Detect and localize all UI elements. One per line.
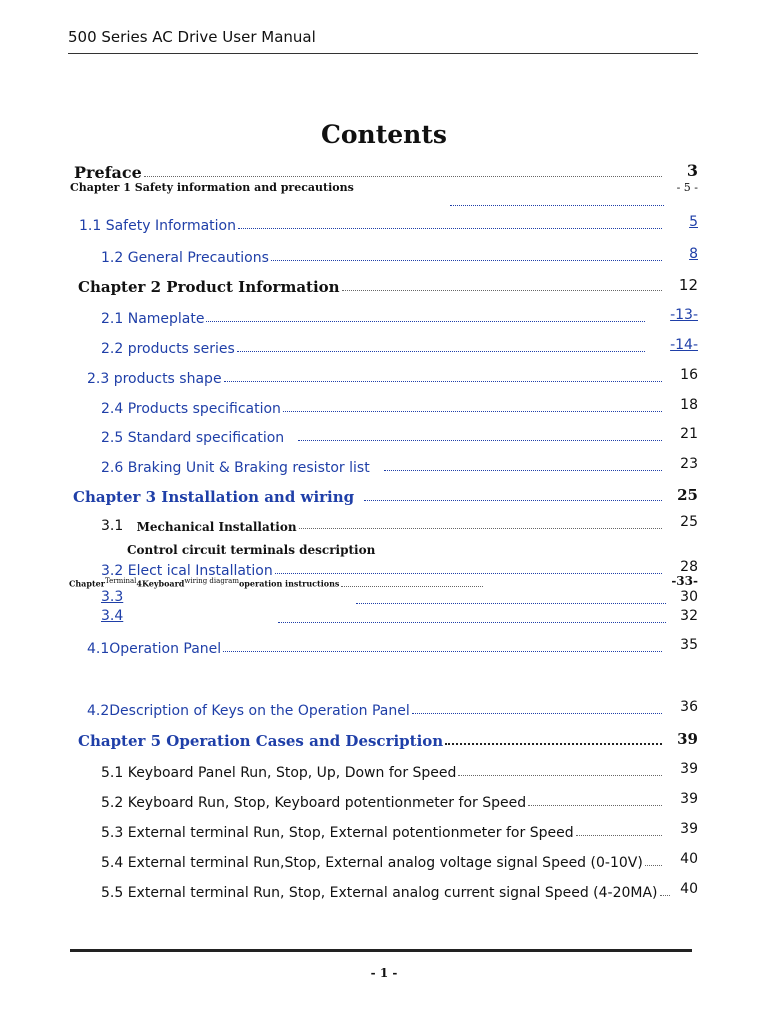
document-header: 500 Series AC Drive User Manual [68, 28, 316, 46]
page-title: Contents [320, 120, 447, 149]
toc-label: Braking Unit & Braking resistor list [127, 460, 370, 476]
toc-entry-5-5[interactable] [101, 879, 666, 901]
header-rule [68, 53, 698, 54]
toc-entry-chapter-3[interactable] [73, 484, 666, 506]
leader-dots [364, 500, 662, 501]
toc-label: 5.4 External terminal Run,Stop, External analog voltage signal Speed (0-10V) [101, 855, 643, 871]
toc-label: Mechanical Installation [136, 520, 297, 534]
toc-label: 4.2Description of Keys on the Operation Panel [87, 703, 410, 719]
toc-entry-chapter-5[interactable] [78, 728, 666, 750]
leader-dots [342, 290, 662, 291]
toc-label: 1.1 Safety Information [79, 218, 236, 234]
leader-dots [237, 351, 645, 352]
toc-entry-2-4[interactable] [101, 395, 666, 417]
toc-label: 5.1 Keyboard Panel Run, Stop, Up, Down for Speed [101, 765, 457, 781]
toc-page-5-3: 39 [680, 821, 698, 837]
toc-page-5-4: 40 [680, 851, 698, 867]
toc-entry-3-4[interactable]: 3.4 [101, 608, 124, 624]
toc-number: 3.1 [101, 518, 124, 534]
toc-entry-preface[interactable] [74, 160, 666, 182]
toc-entry-2-3[interactable] [87, 365, 666, 387]
toc-label: 4.1Operation Panel [87, 641, 222, 657]
toc-label: Products specification [127, 401, 281, 417]
toc-label: 5.5 External terminal Run, Stop, External analog current signal Speed (4-20MA) [101, 885, 658, 901]
leader-dots [278, 622, 666, 623]
keyboard-word: 4Keyboard [136, 578, 185, 589]
leader-dots [275, 573, 662, 574]
footer-rule [70, 949, 692, 952]
toc-page-4-2: 36 [680, 699, 698, 715]
wiring-diagram-word: wiring diagram [184, 577, 239, 585]
toc-entry-5-1[interactable] [101, 759, 666, 781]
toc-page-5-5: 40 [680, 881, 698, 897]
operation-instructions-word: operation instructions [238, 578, 340, 589]
toc-page-3-3: 30 [680, 589, 698, 605]
toc-entry-chapter-2[interactable] [78, 274, 666, 296]
toc-entry-3-1[interactable] [101, 512, 666, 534]
leader-dots [450, 205, 664, 206]
toc-page-2-4: 18 [680, 397, 698, 413]
toc-page-chapter-3: 25 [677, 486, 698, 504]
leader-dots [271, 260, 662, 261]
toc-page-1-1: 5 [689, 214, 698, 230]
toc-label: 5.3 External terminal Run, Stop, External potentionmeter for Speed [101, 825, 574, 841]
toc-entry-4-2[interactable] [87, 697, 666, 719]
toc-number: 1.2 [101, 250, 124, 266]
toc-entry-4-1[interactable] [87, 635, 666, 657]
leader-dots [206, 321, 645, 322]
toc-number: 3.2 [101, 563, 124, 579]
toc-entry-1-1[interactable] [79, 212, 666, 234]
toc-label: Nameplate [127, 311, 205, 327]
leader-dots [458, 775, 662, 776]
page-number: - 1 - [370, 966, 398, 980]
toc-page-2-5: 21 [680, 426, 698, 442]
toc-page-2-6: 23 [680, 456, 698, 472]
toc-number: 2.4 [101, 401, 124, 417]
leader-dots [660, 895, 670, 896]
toc-label: Chapter 3 Installation and wiring [73, 488, 355, 506]
leader-dots [298, 440, 662, 441]
toc-label: 5.2 Keyboard Run, Stop, Keyboard potentionmeter for Speed [101, 795, 527, 811]
toc-label: 2.3 products shape [87, 371, 222, 387]
toc-label: General Precautions [127, 250, 269, 266]
toc-entry-5-4[interactable] [101, 849, 666, 871]
toc-label: Standard specification [127, 430, 285, 446]
leader-dots [356, 603, 666, 604]
toc-page-3-1: 25 [680, 514, 698, 530]
toc-label: Chapter 2 Product Information [78, 278, 340, 296]
toc-page-2-3: 16 [680, 367, 698, 383]
toc-page-2-1: -13- [670, 307, 698, 323]
toc-page-chapter-2: 12 [678, 276, 698, 294]
toc-number: 2.1 [101, 311, 124, 327]
toc-page-chapter-1: - 5 - [676, 181, 698, 194]
toc-page-chapter-5: 39 [677, 730, 698, 748]
control-circuit-heading: Control circuit terminals description [127, 543, 376, 557]
toc-entry-2-5[interactable] [101, 424, 666, 446]
toc-page-3-2: 28 [680, 559, 698, 575]
chapter-word: Chapter [69, 578, 105, 589]
toc-entry-2-2[interactable] [101, 335, 649, 357]
terminal-word: Terminal [104, 577, 137, 585]
toc-label: Chapter 5 Operation Cases and Description [78, 732, 444, 750]
toc-page-5-2: 39 [680, 791, 698, 807]
toc-entry-2-1[interactable] [101, 305, 649, 327]
leader-dots [223, 651, 662, 652]
toc-entry-1-2[interactable] [101, 244, 666, 266]
toc-page-5-1: 39 [680, 761, 698, 777]
toc-label: Preface [74, 163, 142, 182]
leader-dots [412, 713, 662, 714]
toc-label: Elect ical Installation [127, 563, 273, 579]
leader-dots [445, 743, 662, 745]
leader-dots [384, 470, 662, 471]
toc-page-2-2: -14- [670, 337, 698, 353]
leader-dots [283, 411, 662, 412]
leader-dots [238, 228, 662, 229]
toc-page-preface: 3 [686, 161, 698, 180]
toc-entry-chapter-4[interactable] [69, 575, 483, 590]
toc-entry-2-6[interactable] [101, 454, 666, 476]
toc-page-chapter-4: -33- [671, 574, 698, 588]
toc-page-4-1: 35 [680, 637, 698, 653]
leader-dots [576, 835, 662, 836]
leader-dots [341, 586, 483, 587]
toc-number: 2.5 [101, 430, 124, 446]
toc-number: 2.6 [101, 460, 124, 476]
leader-dots [224, 381, 662, 382]
leader-dots [144, 176, 662, 177]
toc-page-1-2: 8 [689, 246, 698, 262]
toc-entry-5-3[interactable] [101, 819, 666, 841]
leader-dots [645, 865, 662, 866]
leader-dots [299, 528, 662, 529]
leader-dots [528, 805, 662, 806]
toc-entry-5-2[interactable] [101, 789, 666, 811]
toc-entry-chapter-1[interactable]: Chapter 1 Safety information and precautions [70, 181, 354, 194]
toc-page-3-4: 32 [680, 608, 698, 624]
toc-label: 2.2 products series [101, 341, 235, 357]
toc-entry-3-3[interactable]: 3.3 [101, 589, 124, 605]
